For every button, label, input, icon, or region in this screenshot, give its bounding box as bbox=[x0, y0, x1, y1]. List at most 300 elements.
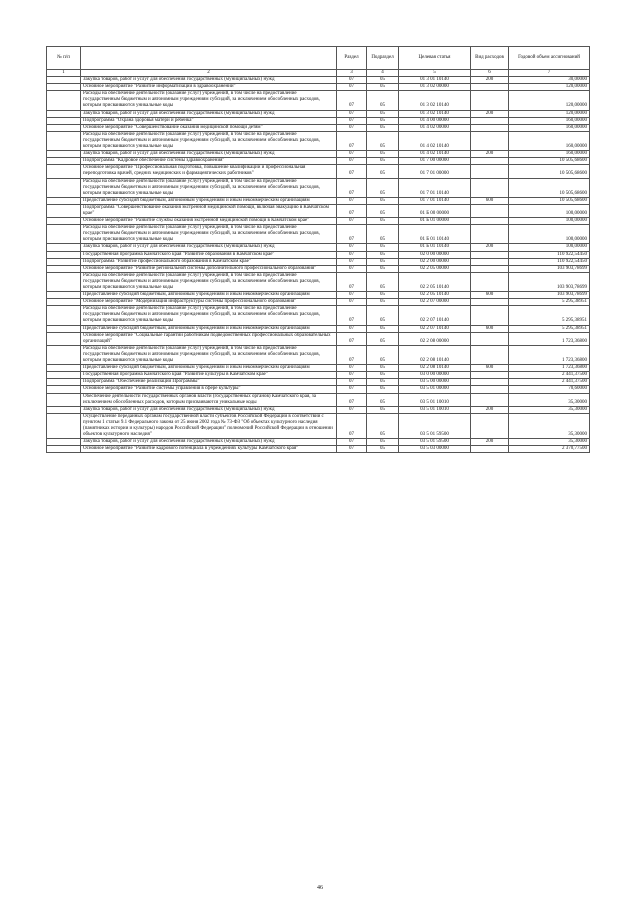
row-expense-type-cell bbox=[471, 265, 509, 272]
row-number-cell bbox=[47, 386, 81, 393]
row-amount-cell: 110 922,54450 bbox=[509, 251, 590, 258]
row-number-cell bbox=[47, 446, 81, 453]
row-number-cell bbox=[47, 158, 81, 165]
row-podrazdel-cell: 05 bbox=[367, 406, 399, 413]
row-podrazdel-cell: 05 bbox=[367, 225, 399, 244]
row-podrazdel-cell: 05 bbox=[367, 299, 399, 306]
row-razdel-cell: 07 bbox=[337, 225, 367, 244]
row-razdel-cell: 07 bbox=[337, 379, 367, 386]
row-target-article-cell: 03 5 00 00000 bbox=[399, 379, 471, 386]
row-amount-cell: 35,30000 bbox=[509, 393, 590, 406]
row-amount-cell: 100,00000 bbox=[509, 218, 590, 225]
row-razdel-cell: 07 bbox=[337, 332, 367, 345]
row-name-cell: Обеспечение деятельности государственных органов власти (государственных органов) Камчатского края, за исключением обособленных расходов, которым присваиваются уникальные коды bbox=[81, 393, 337, 406]
row-number-cell bbox=[47, 151, 81, 158]
row-razdel-cell: 07 bbox=[337, 131, 367, 150]
row-number-cell bbox=[47, 225, 81, 244]
row-amount-cell: 5 295,38951 bbox=[509, 325, 590, 332]
column-number: 7 bbox=[509, 70, 590, 77]
row-razdel-cell: 07 bbox=[337, 84, 367, 91]
row-razdel-cell: 07 bbox=[337, 251, 367, 258]
row-target-article-cell: 01 7 01 10140 bbox=[399, 178, 471, 197]
row-razdel-cell: 07 bbox=[337, 345, 367, 364]
table-row bbox=[47, 386, 590, 393]
row-podrazdel-cell: 05 bbox=[367, 117, 399, 124]
row-target-article-cell: 03 5 01 00000 bbox=[399, 386, 471, 393]
row-expense-type-cell: 200 bbox=[471, 77, 509, 84]
row-expense-type-cell bbox=[471, 225, 509, 244]
table-row bbox=[47, 413, 590, 438]
row-expense-type-cell bbox=[471, 379, 509, 386]
row-expense-type-cell: 200 bbox=[471, 439, 509, 446]
row-razdel-cell: 07 bbox=[337, 265, 367, 272]
table-row bbox=[47, 299, 590, 306]
row-target-article-cell: 01 4 02 10140 bbox=[399, 131, 471, 150]
row-expense-type-cell bbox=[471, 165, 509, 178]
row-name-cell: Основное мероприятие "Развитие региональной системы дополнительного профессионального образования" bbox=[81, 265, 337, 272]
row-podrazdel-cell: 05 bbox=[367, 365, 399, 372]
row-name-cell: Предоставление субсидий бюджетным, автономным учреждениям и иным некоммерческим организациям bbox=[81, 292, 337, 299]
row-amount-cell: 103 903,78699 bbox=[509, 265, 590, 272]
row-amount-cell: 100,00000 bbox=[509, 204, 590, 217]
table-row bbox=[47, 84, 590, 91]
row-podrazdel-cell: 05 bbox=[367, 131, 399, 150]
row-target-article-cell: 03 5 01 10010 bbox=[399, 406, 471, 413]
row-name-cell: Государственная программа Камчатского края "Развитие образования в Камчатском крае" bbox=[81, 251, 337, 258]
row-amount-cell: 1 723,36800 bbox=[509, 332, 590, 345]
row-amount-cell: 30,00000 bbox=[509, 77, 590, 84]
row-razdel-cell: 07 bbox=[337, 244, 367, 251]
table-row bbox=[47, 244, 590, 251]
row-razdel-cell: 07 bbox=[337, 77, 367, 84]
row-amount-cell: 10 505,68600 bbox=[509, 165, 590, 178]
row-podrazdel-cell: 05 bbox=[367, 110, 399, 117]
column-number: 1 bbox=[47, 70, 81, 77]
row-target-article-cell: 01 3 01 10140 bbox=[399, 77, 471, 84]
table-header-row bbox=[47, 47, 590, 70]
row-target-article-cell: 01 Б 01 00000 bbox=[399, 218, 471, 225]
row-number-cell bbox=[47, 258, 81, 265]
header-number: № п/п bbox=[47, 47, 81, 70]
row-target-article-cell: 01 7 01 10140 bbox=[399, 197, 471, 204]
row-amount-cell: 103 903,78699 bbox=[509, 272, 590, 291]
row-razdel-cell: 07 bbox=[337, 110, 367, 117]
row-razdel-cell: 07 bbox=[337, 365, 367, 372]
row-name-cell: Предоставление субсидий бюджетным, автономным учреждениям и иным некоммерческим организациям bbox=[81, 365, 337, 372]
row-target-article-cell: 02 2 08 00000 bbox=[399, 332, 471, 345]
column-number-row bbox=[47, 70, 590, 77]
row-razdel-cell: 07 bbox=[337, 218, 367, 225]
row-amount-cell: 10 505,68600 bbox=[509, 158, 590, 165]
row-target-article-cell: 01 7 00 00000 bbox=[399, 158, 471, 165]
row-expense-type-cell: 600 bbox=[471, 292, 509, 299]
row-podrazdel-cell: 05 bbox=[367, 77, 399, 84]
row-number-cell bbox=[47, 406, 81, 413]
table-row bbox=[47, 110, 590, 117]
table-row bbox=[47, 204, 590, 217]
row-podrazdel-cell: 05 bbox=[367, 332, 399, 345]
column-number: 4 bbox=[367, 70, 399, 77]
row-amount-cell: 10 505,68600 bbox=[509, 197, 590, 204]
row-number-cell bbox=[47, 365, 81, 372]
row-razdel-cell: 07 bbox=[337, 413, 367, 438]
row-name-cell: Основное мероприятие "Профессиональная подготовка, повышение квалификации и профессиональная переподготовка врачей, средних медицинских и фармацевтических работников" bbox=[81, 165, 337, 178]
row-podrazdel-cell: 05 bbox=[367, 379, 399, 386]
row-name-cell: Предоставление субсидий бюджетным, автономным учреждениям и иным некоммерческим организациям bbox=[81, 325, 337, 332]
row-number-cell bbox=[47, 265, 81, 272]
table-body bbox=[47, 77, 590, 453]
row-number-cell bbox=[47, 197, 81, 204]
row-expense-type-cell: 200 bbox=[471, 244, 509, 251]
row-name-cell: Подпрограмма "Совершенствование оказания экстренной медицинской помощи, включая эвакуацию в Камчатском крае" bbox=[81, 204, 337, 217]
row-number-cell bbox=[47, 372, 81, 379]
table-row bbox=[47, 332, 590, 345]
row-target-article-cell: 02 2 05 10140 bbox=[399, 292, 471, 299]
row-name-cell: Закупка товаров, работ и услуг для обеспечения государственных (муниципальных) нужд bbox=[81, 244, 337, 251]
table-row bbox=[47, 117, 590, 124]
row-amount-cell: 100,00000 bbox=[509, 225, 590, 244]
row-razdel-cell: 07 bbox=[337, 197, 367, 204]
row-name-cell: Основное мероприятие "Совершенствование оказания медицинской помощи детям" bbox=[81, 124, 337, 131]
row-name-cell: Расходы на обеспечение деятельности (оказание услуг) учреждений, в том числе на предоставление государственным бюджетным и автономным учреждениям субсидий, за исключением обособленных расходов, которым присваиваются уникальные коды bbox=[81, 91, 337, 110]
row-name-cell: Государственная программа Камчатского края "Развитие культуры в Камчатском крае" bbox=[81, 372, 337, 379]
table-row bbox=[47, 158, 590, 165]
row-podrazdel-cell: 05 bbox=[367, 158, 399, 165]
row-target-article-cell: 01 4 00 00000 bbox=[399, 117, 471, 124]
row-number-cell bbox=[47, 124, 81, 131]
row-name-cell: Основное мероприятие "Развитие системы управления в сфере культуры" bbox=[81, 386, 337, 393]
row-name-cell: Закупка товаров, работ и услуг для обеспечения государственных (муниципальных) нужд bbox=[81, 151, 337, 158]
row-podrazdel-cell: 05 bbox=[367, 386, 399, 393]
row-number-cell bbox=[47, 218, 81, 225]
row-podrazdel-cell: 05 bbox=[367, 91, 399, 110]
row-podrazdel-cell: 05 bbox=[367, 218, 399, 225]
row-podrazdel-cell: 05 bbox=[367, 292, 399, 299]
row-podrazdel-cell: 05 bbox=[367, 204, 399, 217]
table-row bbox=[47, 379, 590, 386]
row-name-cell: Расходы на обеспечение деятельности (оказание услуг) учреждений, в том числе на предоставление государственным бюджетным и автономным учреждениям субсидий, за исключением обособленных расходов, которым присваиваются уникальные коды bbox=[81, 306, 337, 325]
row-podrazdel-cell: 05 bbox=[367, 372, 399, 379]
row-amount-cell: 2 370,77500 bbox=[509, 446, 590, 453]
row-expense-type-cell bbox=[471, 178, 509, 197]
row-amount-cell: 120,00000 bbox=[509, 84, 590, 91]
row-razdel-cell: 07 bbox=[337, 165, 367, 178]
header-target-article: Целевая статья bbox=[399, 47, 471, 70]
row-expense-type-cell bbox=[471, 299, 509, 306]
row-amount-cell: 5 295,38951 bbox=[509, 306, 590, 325]
row-podrazdel-cell: 05 bbox=[367, 345, 399, 364]
row-number-cell bbox=[47, 292, 81, 299]
row-name-cell: Подпрограмма "Развитие профессионального образования в Камчатском крае" bbox=[81, 258, 337, 265]
column-number: 3 bbox=[337, 70, 367, 77]
row-number-cell bbox=[47, 306, 81, 325]
row-expense-type-cell bbox=[471, 251, 509, 258]
row-target-article-cell: 01 7 01 00000 bbox=[399, 165, 471, 178]
row-podrazdel-cell: 05 bbox=[367, 251, 399, 258]
row-name-cell: Основное мероприятие "Развитие службы оказания экстренной медицинской помощи в Камчатском крае" bbox=[81, 218, 337, 225]
row-amount-cell: 70,60000 bbox=[509, 386, 590, 393]
row-target-article-cell: 01 4 02 00000 bbox=[399, 124, 471, 131]
row-name-cell: Расходы на обеспечение деятельности (оказание услуг) учреждений, в том числе на предоставление государственным бюджетным и автономным учреждениям субсидий, за исключением обособленных расходов, которым присваиваются уникальные коды bbox=[81, 178, 337, 197]
row-podrazdel-cell: 05 bbox=[367, 446, 399, 453]
table-row bbox=[47, 272, 590, 291]
table-row bbox=[47, 131, 590, 150]
row-name-cell: Осуществление переданных органам государственной власти субъектов Российской Федерации в соответствии с пунктом 1 статьи 9.1 Федерального закона от 25 июня 2002 года № 73-ФЗ "Об объектах культурного наследия (памятниках истории и культуры) народов Российской Федерации" полномочий Российской Федерации в отношении объектов культурного наследия" bbox=[81, 413, 337, 438]
table-row bbox=[47, 151, 590, 158]
row-razdel-cell: 07 bbox=[337, 158, 367, 165]
row-amount-cell: 1 723,36800 bbox=[509, 345, 590, 364]
budget-table bbox=[46, 46, 590, 453]
row-podrazdel-cell: 05 bbox=[367, 124, 399, 131]
row-name-cell: Закупка товаров, работ и услуг для обеспечения государственных (муниципальных) нужд bbox=[81, 406, 337, 413]
row-expense-type-cell: 200 bbox=[471, 110, 509, 117]
row-razdel-cell: 07 bbox=[337, 124, 367, 131]
row-target-article-cell: 01 3 02 10140 bbox=[399, 110, 471, 117]
row-razdel-cell: 07 bbox=[337, 178, 367, 197]
row-number-cell bbox=[47, 413, 81, 438]
table-row bbox=[47, 124, 590, 131]
row-podrazdel-cell: 05 bbox=[367, 84, 399, 91]
row-target-article-cell: 01 3 02 10140 bbox=[399, 91, 471, 110]
header-razdel: Раздел bbox=[337, 47, 367, 70]
row-amount-cell: 2 441,37500 bbox=[509, 372, 590, 379]
row-amount-cell: 35,30000 bbox=[509, 413, 590, 438]
column-number: 2 bbox=[81, 70, 337, 77]
row-number-cell bbox=[47, 299, 81, 306]
row-expense-type-cell bbox=[471, 345, 509, 364]
row-razdel-cell: 07 bbox=[337, 386, 367, 393]
row-name-cell: Основное мероприятие "Развитие кадрового потенциала в учреждениях культуры Камчатского края" bbox=[81, 446, 337, 453]
row-amount-cell: 110 922,54450 bbox=[509, 258, 590, 265]
table-row bbox=[47, 258, 590, 265]
row-expense-type-cell bbox=[471, 117, 509, 124]
row-target-article-cell: 02 2 05 10140 bbox=[399, 272, 471, 291]
row-expense-type-cell bbox=[471, 386, 509, 393]
table-row bbox=[47, 306, 590, 325]
row-target-article-cell: 03 5 01 59500 bbox=[399, 413, 471, 438]
row-number-cell bbox=[47, 91, 81, 110]
row-number-cell bbox=[47, 393, 81, 406]
row-razdel-cell: 07 bbox=[337, 272, 367, 291]
row-target-article-cell: 03 0 00 00000 bbox=[399, 372, 471, 379]
row-expense-type-cell bbox=[471, 272, 509, 291]
row-razdel-cell: 07 bbox=[337, 151, 367, 158]
column-number: 6 bbox=[471, 70, 509, 77]
row-amount-cell: 160,00000 bbox=[509, 117, 590, 124]
row-expense-type-cell bbox=[471, 372, 509, 379]
row-podrazdel-cell: 05 bbox=[367, 325, 399, 332]
row-amount-cell: 35,30000 bbox=[509, 439, 590, 446]
header-podrazdel: Подраздел bbox=[367, 47, 399, 70]
row-razdel-cell: 07 bbox=[337, 292, 367, 299]
row-number-cell bbox=[47, 272, 81, 291]
row-number-cell bbox=[47, 84, 81, 91]
row-number-cell bbox=[47, 325, 81, 332]
table-row bbox=[47, 439, 590, 446]
row-expense-type-cell bbox=[471, 393, 509, 406]
row-expense-type-cell bbox=[471, 158, 509, 165]
row-razdel-cell: 07 bbox=[337, 258, 367, 265]
row-podrazdel-cell: 05 bbox=[367, 413, 399, 438]
row-number-cell bbox=[47, 110, 81, 117]
row-number-cell bbox=[47, 77, 81, 84]
row-expense-type-cell bbox=[471, 446, 509, 453]
row-name-cell: Подпрограмма "Кадровое обеспечение системы здравоохранения" bbox=[81, 158, 337, 165]
table-row bbox=[47, 225, 590, 244]
table-row bbox=[47, 325, 590, 332]
row-podrazdel-cell: 05 bbox=[367, 306, 399, 325]
table-row bbox=[47, 365, 590, 372]
row-target-article-cell: 02 2 00 00000 bbox=[399, 258, 471, 265]
budget-table-page bbox=[46, 46, 589, 453]
column-number: 5 bbox=[399, 70, 471, 77]
row-razdel-cell: 07 bbox=[337, 372, 367, 379]
table-row bbox=[47, 372, 590, 379]
row-target-article-cell: 01 3 02 00000 bbox=[399, 84, 471, 91]
row-podrazdel-cell: 05 bbox=[367, 265, 399, 272]
row-podrazdel-cell: 05 bbox=[367, 258, 399, 265]
header-annual-amount: Годовой объем ассигнований bbox=[509, 47, 590, 70]
row-number-cell bbox=[47, 178, 81, 197]
row-target-article-cell: 03 5 03 00000 bbox=[399, 446, 471, 453]
row-number-cell bbox=[47, 165, 81, 178]
row-amount-cell: 120,00000 bbox=[509, 91, 590, 110]
table-row bbox=[47, 218, 590, 225]
row-name-cell: Расходы на обеспечение деятельности (оказание услуг) учреждений, в том числе на предоставление государственным бюджетным и автономным учреждениям субсидий, за исключением обособленных расходов, которым присваиваются уникальные коды bbox=[81, 225, 337, 244]
row-expense-type-cell: 600 bbox=[471, 197, 509, 204]
row-name-cell: Закупка товаров, работ и услуг для обеспечения государственных (муниципальных) нужд bbox=[81, 77, 337, 84]
row-target-article-cell: 03 5 01 10010 bbox=[399, 393, 471, 406]
row-expense-type-cell bbox=[471, 332, 509, 345]
row-name-cell: Основное мероприятие "Развитие информатизации в здравоохранении" bbox=[81, 84, 337, 91]
row-amount-cell: 10 505,68600 bbox=[509, 178, 590, 197]
row-target-article-cell: 02 2 08 10140 bbox=[399, 365, 471, 372]
table-row bbox=[47, 393, 590, 406]
row-number-cell bbox=[47, 332, 81, 345]
row-expense-type-cell bbox=[471, 204, 509, 217]
row-target-article-cell: 02 2 07 10140 bbox=[399, 306, 471, 325]
row-amount-cell: 5 295,38951 bbox=[509, 299, 590, 306]
table-row bbox=[47, 292, 590, 299]
row-expense-type-cell bbox=[471, 413, 509, 438]
table-row bbox=[47, 265, 590, 272]
row-razdel-cell: 07 bbox=[337, 406, 367, 413]
row-expense-type-cell bbox=[471, 91, 509, 110]
table-row bbox=[47, 165, 590, 178]
row-podrazdel-cell: 05 bbox=[367, 393, 399, 406]
table-row bbox=[47, 406, 590, 413]
row-number-cell bbox=[47, 131, 81, 150]
header-expense-type: Вид расходов bbox=[471, 47, 509, 70]
row-razdel-cell: 07 bbox=[337, 306, 367, 325]
row-razdel-cell: 07 bbox=[337, 117, 367, 124]
row-podrazdel-cell: 05 bbox=[367, 151, 399, 158]
row-target-article-cell: 02 2 08 10140 bbox=[399, 345, 471, 364]
row-expense-type-cell: 200 bbox=[471, 151, 509, 158]
row-expense-type-cell bbox=[471, 84, 509, 91]
row-expense-type-cell bbox=[471, 306, 509, 325]
row-amount-cell: 100,00000 bbox=[509, 244, 590, 251]
row-target-article-cell: 01 Б 00 00000 bbox=[399, 204, 471, 217]
row-name-cell: Основное мероприятие "Модернизация инфраструктуры системы профессионального образования" bbox=[81, 299, 337, 306]
row-razdel-cell: 07 bbox=[337, 325, 367, 332]
row-name-cell: Расходы на обеспечение деятельности (оказание услуг) учреждений, в том числе на предоставление государственным бюджетным и автономным учреждениям субсидий, за исключением обособленных расходов, которым присваиваются уникальные коды bbox=[81, 131, 337, 150]
row-number-cell bbox=[47, 204, 81, 217]
row-amount-cell: 160,00000 bbox=[509, 124, 590, 131]
header-name bbox=[81, 47, 337, 70]
row-podrazdel-cell: 05 bbox=[367, 178, 399, 197]
row-target-article-cell: 02 0 00 00000 bbox=[399, 251, 471, 258]
row-razdel-cell: 07 bbox=[337, 446, 367, 453]
row-number-cell bbox=[47, 117, 81, 124]
row-amount-cell: 1 723,36800 bbox=[509, 365, 590, 372]
table-row bbox=[47, 446, 590, 453]
row-name-cell: Подпрограмма "Обеспечение реализации Программы" bbox=[81, 379, 337, 386]
table-row bbox=[47, 178, 590, 197]
row-podrazdel-cell: 05 bbox=[367, 272, 399, 291]
row-razdel-cell: 07 bbox=[337, 204, 367, 217]
row-target-article-cell: 01 Б 01 10140 bbox=[399, 244, 471, 251]
row-name-cell: Предоставление субсидий бюджетным, автономным учреждениям и иным некоммерческим организациям bbox=[81, 197, 337, 204]
row-razdel-cell: 07 bbox=[337, 439, 367, 446]
page-number: 46 bbox=[317, 885, 323, 891]
row-expense-type-cell bbox=[471, 131, 509, 150]
table-row bbox=[47, 77, 590, 84]
row-number-cell bbox=[47, 251, 81, 258]
row-name-cell: Расходы на обеспечение деятельности (оказание услуг) учреждений, в том числе на предоставление государственным бюджетным и автономным учреждениям субсидий, за исключением обособленных расходов, которым присваиваются уникальные коды bbox=[81, 345, 337, 364]
row-target-article-cell: 02 2 07 00000 bbox=[399, 299, 471, 306]
row-podrazdel-cell: 05 bbox=[367, 197, 399, 204]
row-name-cell: Расходы на обеспечение деятельности (оказание услуг) учреждений, в том числе на предоставление государственным бюджетным и автономным учреждениям субсидий, за исключением обособленных расходов, которым присваиваются уникальные коды bbox=[81, 272, 337, 291]
row-target-article-cell: 01 4 02 10140 bbox=[399, 151, 471, 158]
row-number-cell bbox=[47, 345, 81, 364]
row-razdel-cell: 07 bbox=[337, 91, 367, 110]
row-number-cell bbox=[47, 439, 81, 446]
row-razdel-cell: 07 bbox=[337, 299, 367, 306]
row-podrazdel-cell: 05 bbox=[367, 439, 399, 446]
row-name-cell: Основное мероприятие "Социальные гарантии работникам подведомственных профессиональных образовательных организаций" bbox=[81, 332, 337, 345]
row-expense-type-cell bbox=[471, 124, 509, 131]
row-amount-cell: 103 903,78699 bbox=[509, 292, 590, 299]
row-target-article-cell: 01 Б 01 10140 bbox=[399, 225, 471, 244]
row-podrazdel-cell: 05 bbox=[367, 244, 399, 251]
row-name-cell: Подпрограмма "Охрана здоровья матери и ребенка" bbox=[81, 117, 337, 124]
row-amount-cell: 2 441,37500 bbox=[509, 379, 590, 386]
row-expense-type-cell bbox=[471, 258, 509, 265]
row-podrazdel-cell: 05 bbox=[367, 165, 399, 178]
row-amount-cell: 120,00000 bbox=[509, 110, 590, 117]
row-expense-type-cell: 200 bbox=[471, 406, 509, 413]
table-row bbox=[47, 251, 590, 258]
row-amount-cell: 35,30000 bbox=[509, 406, 590, 413]
row-name-cell: Закупка товаров, работ и услуг для обеспечения государственных (муниципальных) нужд bbox=[81, 110, 337, 117]
row-razdel-cell: 07 bbox=[337, 393, 367, 406]
table-row bbox=[47, 91, 590, 110]
row-expense-type-cell: 600 bbox=[471, 365, 509, 372]
row-amount-cell: 160,00000 bbox=[509, 131, 590, 150]
row-number-cell bbox=[47, 244, 81, 251]
row-expense-type-cell bbox=[471, 218, 509, 225]
row-number-cell bbox=[47, 379, 81, 386]
table-row bbox=[47, 345, 590, 364]
row-target-article-cell: 03 5 01 59500 bbox=[399, 439, 471, 446]
row-target-article-cell: 02 2 05 00000 bbox=[399, 265, 471, 272]
row-name-cell: Закупка товаров, работ и услуг для обеспечения государственных (муниципальных) нужд bbox=[81, 439, 337, 446]
row-expense-type-cell: 600 bbox=[471, 325, 509, 332]
row-target-article-cell: 02 2 07 10140 bbox=[399, 325, 471, 332]
table-row bbox=[47, 197, 590, 204]
row-amount-cell: 160,00000 bbox=[509, 151, 590, 158]
